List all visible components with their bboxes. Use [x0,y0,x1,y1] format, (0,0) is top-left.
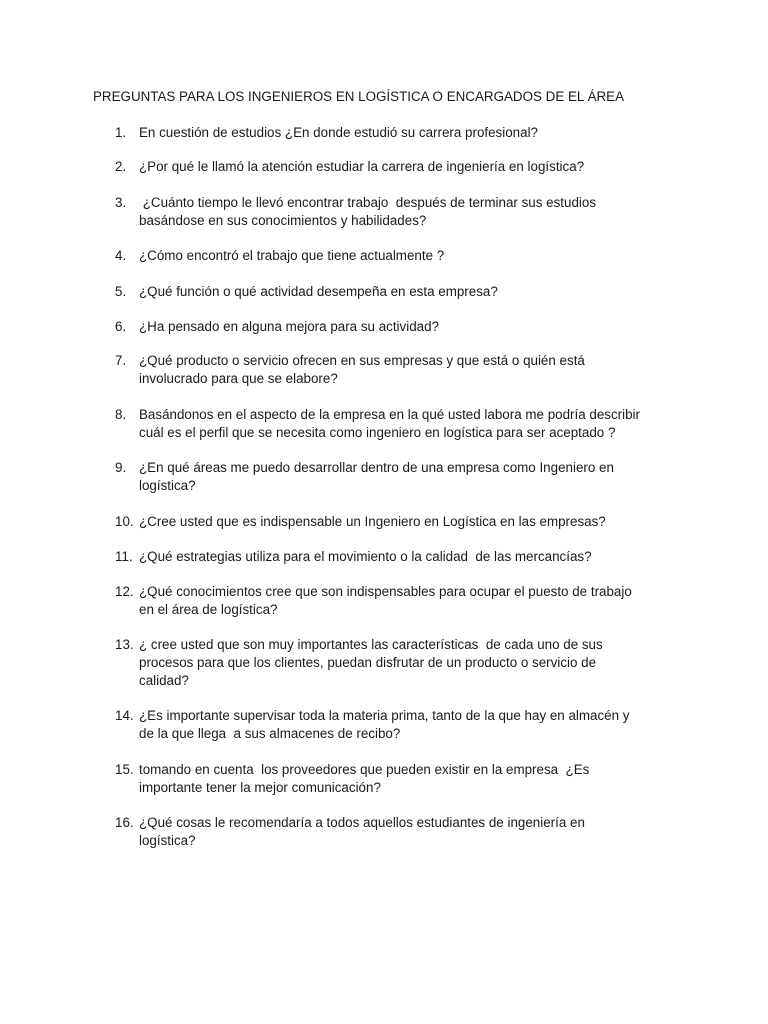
question-number: 6. [115,319,127,334]
question-text [139,583,659,619]
question-line: procesos para que los clientes, puedan disfrutar de un producto o servicio de [139,655,597,670]
question-line: ¿Cree usted que es indispensable un Ingeniero en Logística en las empresas? [139,514,606,529]
question-line: ¿Qué estrategias utiliza para el movimiento o la calidad de las mercancías? [139,549,592,564]
question-text [139,318,659,336]
question-line: importante tener la mejor comunicación? [139,780,381,795]
question-text [139,406,659,442]
question-number: 4. [115,248,127,263]
question-number: 13. [115,637,134,652]
question-line: basándose en sus conocimientos y habilidades? [139,213,427,228]
question-text [139,636,659,690]
question-line: de la que llega a sus almacenes de recibo? [139,726,401,741]
question-text [139,283,659,301]
question-line: ¿Qué producto o servicio ofrecen en sus empresas y que está o quién está [139,353,585,368]
question-text [139,761,659,797]
question-line: ¿ cree usted que son muy importantes las características de cada uno de sus [139,637,603,652]
question-line: en el área de logística? [139,602,278,617]
question-number: 8. [115,407,127,422]
question-number: 7. [115,353,127,368]
document-title: PREGUNTAS PARA LOS INGENIEROS EN LOGÍSTICA O ENCARGADOS DE EL ÁREA [93,89,625,104]
question-number: 2. [115,159,127,174]
question-line: logística? [139,478,196,493]
question-line: ¿Es importante supervisar toda la materia prima, tanto de la que hay en almacén y [139,708,630,723]
question-number: 16. [115,815,134,830]
question-line: Basándonos en el aspecto de la empresa en la qué usted labora me podría describir [139,407,640,422]
question-line: logística? [139,833,196,848]
question-line: En cuestión de estudios ¿En donde estudió su carrera profesional? [139,125,538,140]
question-text [139,459,659,495]
question-number: 10. [115,514,134,529]
question-number: 12. [115,584,134,599]
question-text [139,513,659,531]
question-text [139,247,659,265]
question-text [139,124,659,142]
question-number: 9. [115,460,127,475]
question-number: 3. [115,195,127,210]
question-line: ¿Ha pensado en alguna mejora para su actividad? [139,319,439,334]
question-number: 1. [115,125,127,140]
question-text [139,707,659,743]
question-text [139,814,659,850]
question-line: involucrado para que se elabore? [139,371,338,386]
question-line: ¿Qué función o qué actividad desempeña en esta empresa? [139,284,498,299]
question-text [139,194,659,230]
question-number: 14. [115,708,134,723]
question-line: tomando en cuenta los proveedores que pueden existir en la empresa ¿Es [139,762,590,777]
question-number: 15. [115,762,134,777]
question-line: cuál es el perfil que se necesita como ingeniero en logística para ser aceptado ? [139,425,616,440]
question-line: ¿Qué cosas le recomendaría a todos aquellos estudiantes de ingeniería en [139,815,585,830]
question-text [139,158,659,176]
question-line: calidad? [139,673,189,688]
question-line: ¿En qué áreas me puedo desarrollar dentro de una empresa como Ingeniero en [139,460,614,475]
question-text [139,352,659,388]
question-number: 11. [115,549,133,564]
question-line: ¿Cómo encontró el trabajo que tiene actualmente ? [139,248,445,263]
question-number: 5. [115,284,127,299]
question-line: ¿Por qué le llamó la atención estudiar la carrera de ingeniería en logística? [139,159,585,174]
question-text [139,548,659,566]
question-line: ¿Qué conocimientos cree que son indispensables para ocupar el puesto de trabajo [139,584,632,599]
question-line: ¿Cuánto tiempo le llevó encontrar trabajo después de terminar sus estudios [139,195,597,210]
